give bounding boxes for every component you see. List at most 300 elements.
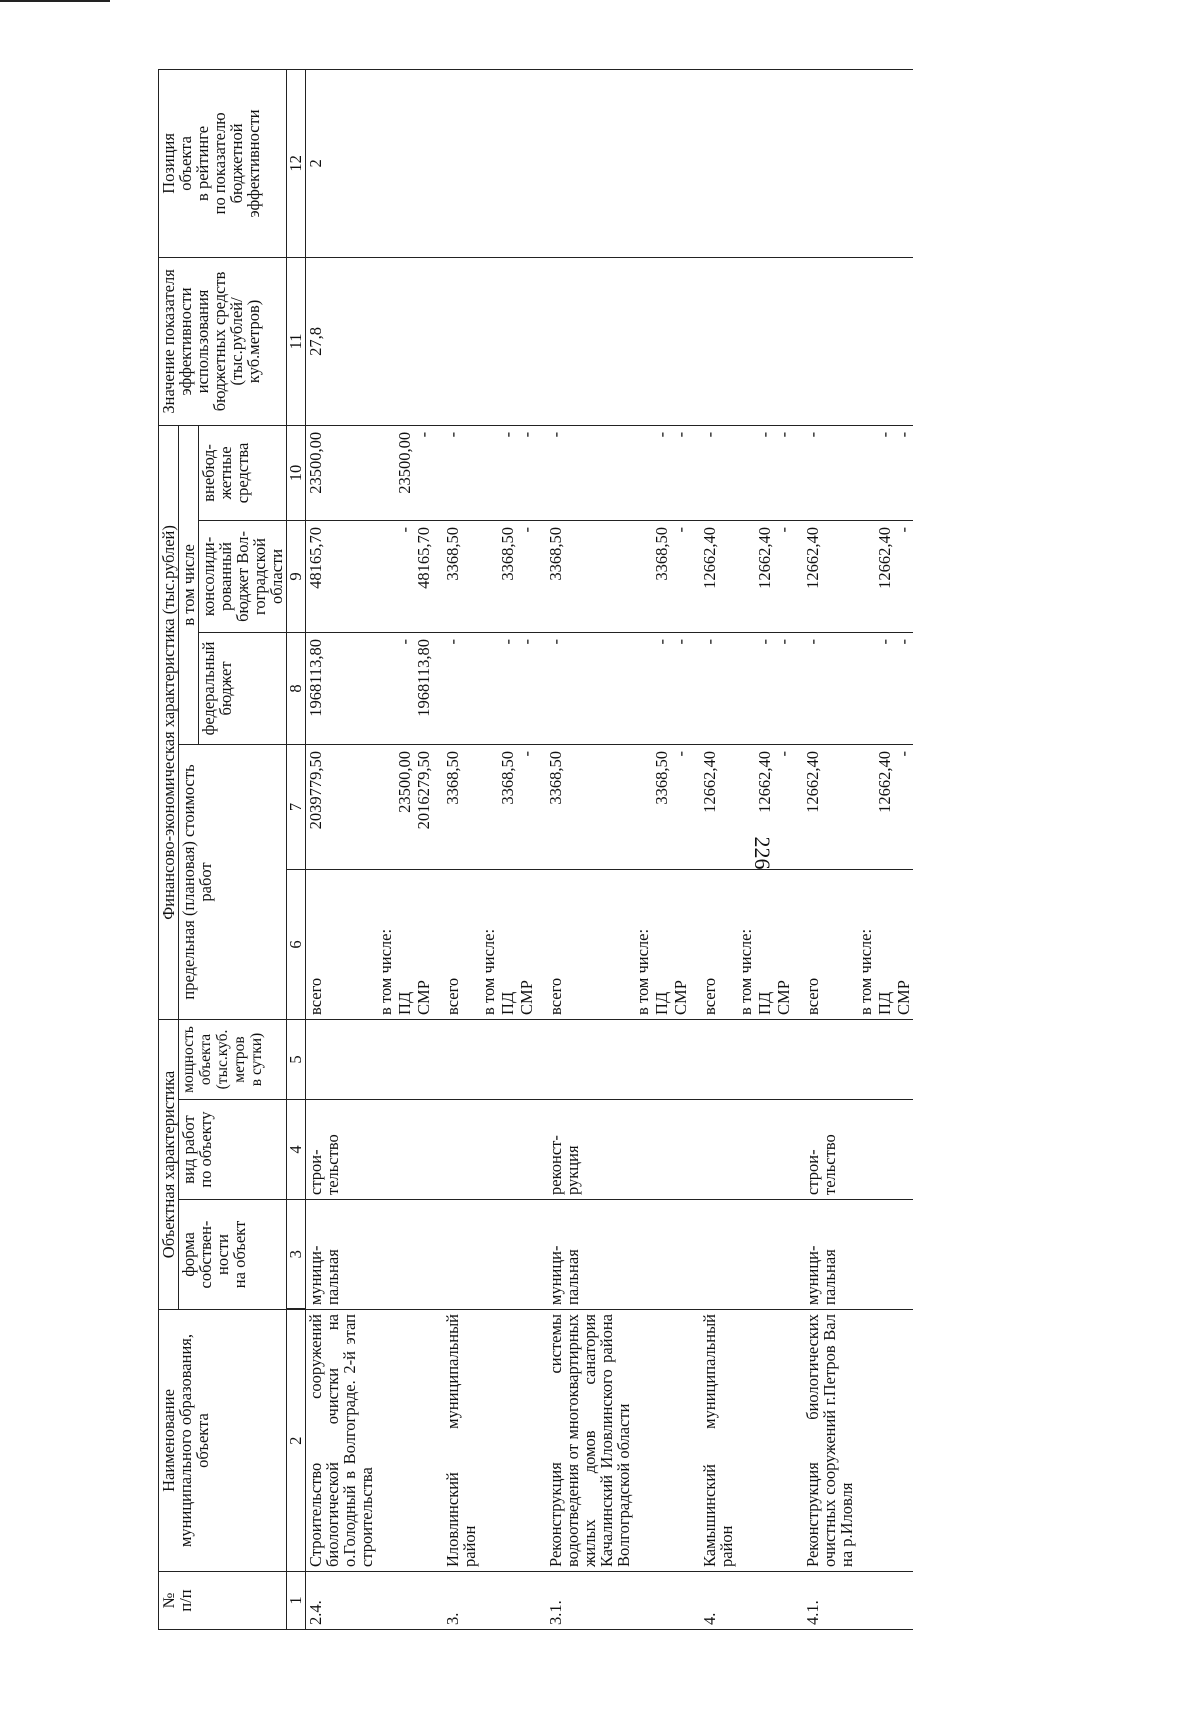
efficiency-value bbox=[546, 257, 633, 425]
object-name bbox=[414, 1310, 433, 1572]
extrabudgetary-value bbox=[376, 425, 395, 520]
planned-cost-value: - bbox=[894, 744, 913, 869]
capacity-value bbox=[671, 1019, 690, 1099]
cost-type-label: всего bbox=[700, 869, 736, 1019]
capacity-value bbox=[700, 1019, 736, 1099]
work-type bbox=[652, 1100, 671, 1200]
regional-budget-value: 3368,50 bbox=[498, 520, 517, 632]
efficiency-value bbox=[803, 257, 856, 425]
object-name bbox=[633, 1310, 652, 1572]
ownership-form bbox=[755, 1200, 774, 1310]
capacity-value bbox=[306, 1019, 377, 1099]
planned-cost-value: 3368,50 bbox=[546, 744, 633, 869]
regional-budget-value: 48165,70 bbox=[414, 520, 433, 632]
row-number bbox=[517, 1572, 536, 1630]
regional-budget-value: 12662,40 bbox=[755, 520, 774, 632]
planned-cost-value bbox=[736, 744, 755, 869]
top-rule bbox=[0, 0, 110, 2]
rating-position bbox=[376, 69, 395, 257]
federal-budget-value: - bbox=[652, 632, 671, 744]
col-number: 4 bbox=[287, 1100, 306, 1200]
capacity-value bbox=[395, 1019, 414, 1099]
col-number: 9 bbox=[287, 520, 306, 632]
planned-cost-value: 12662,40 bbox=[803, 744, 856, 869]
cost-type-label: СМР bbox=[414, 869, 433, 1019]
gap-cell bbox=[433, 869, 443, 1019]
col-number: 11 bbox=[287, 257, 306, 425]
federal-budget-value: - bbox=[875, 632, 894, 744]
work-type bbox=[395, 1100, 414, 1200]
object-name: Иловлинский муниципальный район bbox=[443, 1310, 479, 1572]
header-no: № п/п bbox=[159, 1572, 287, 1630]
regional-budget-value: 3368,50 bbox=[443, 520, 479, 632]
work-type bbox=[498, 1100, 517, 1200]
row-gap bbox=[433, 69, 443, 1629]
gap-cell bbox=[433, 1100, 443, 1200]
row-number bbox=[479, 1572, 498, 1630]
rating-position bbox=[700, 69, 736, 257]
work-type: реконст- рукция bbox=[546, 1100, 633, 1200]
gap-cell bbox=[690, 1200, 700, 1310]
col-number: 8 bbox=[287, 632, 306, 744]
gap-cell bbox=[536, 1019, 546, 1099]
ownership-form bbox=[414, 1200, 433, 1310]
planned-cost-value: 3368,50 bbox=[443, 744, 479, 869]
object-name: Реконструкция системы водоотведения от многоквартирных жилых домов санатория Качалинский Иловлинского района Волгоградской области bbox=[546, 1310, 633, 1572]
ownership-form: муници- пальная bbox=[546, 1200, 633, 1310]
object-name bbox=[376, 1310, 395, 1572]
gap-cell bbox=[690, 69, 700, 257]
regional-budget-value bbox=[736, 520, 755, 632]
row-number: 4.1. bbox=[803, 1572, 856, 1630]
gap-cell bbox=[690, 520, 700, 632]
gap-cell bbox=[536, 1572, 546, 1630]
row-number: 3. bbox=[443, 1572, 479, 1630]
col-number: 5 bbox=[287, 1019, 306, 1099]
ownership-form bbox=[856, 1200, 875, 1310]
capacity-value bbox=[736, 1019, 755, 1099]
ownership-form bbox=[633, 1200, 652, 1310]
ownership-form bbox=[395, 1200, 414, 1310]
planned-cost-value: 3368,50 bbox=[498, 744, 517, 869]
capacity-value bbox=[894, 1019, 913, 1099]
table-row bbox=[414, 69, 433, 1629]
row-gap bbox=[690, 69, 700, 1629]
row-number bbox=[875, 1572, 894, 1630]
federal-budget-value: - bbox=[803, 632, 856, 744]
gap-cell bbox=[433, 520, 443, 632]
object-name bbox=[498, 1310, 517, 1572]
rating-position bbox=[546, 69, 633, 257]
col-number: 1 bbox=[287, 1572, 306, 1630]
efficiency-value bbox=[479, 257, 498, 425]
gap-cell bbox=[536, 1200, 546, 1310]
table-row bbox=[546, 69, 633, 1629]
capacity-value bbox=[376, 1019, 395, 1099]
federal-budget-value bbox=[856, 632, 875, 744]
efficiency-value bbox=[755, 257, 774, 425]
table-row bbox=[517, 69, 536, 1629]
federal-budget-value: - bbox=[774, 632, 793, 744]
capacity-value bbox=[414, 1019, 433, 1099]
header-planned-cost: предельная (плановая) стоимость работ bbox=[179, 744, 287, 1019]
efficiency-value: 27,8 bbox=[306, 257, 377, 425]
ownership-form bbox=[498, 1200, 517, 1310]
efficiency-value bbox=[875, 257, 894, 425]
regional-budget-value: 48165,70 bbox=[306, 520, 377, 632]
header-work-type: вид работ по объекту bbox=[179, 1100, 287, 1200]
cost-type-label: в том числе: bbox=[376, 869, 395, 1019]
table-row bbox=[376, 69, 395, 1629]
table-row bbox=[395, 69, 414, 1629]
regional-budget-value: - bbox=[894, 520, 913, 632]
federal-budget-value: 1968113,80 bbox=[306, 632, 377, 744]
rating-position bbox=[395, 69, 414, 257]
gap-cell bbox=[433, 257, 443, 425]
gap-cell bbox=[536, 257, 546, 425]
table-row bbox=[736, 69, 755, 1629]
table-row bbox=[633, 69, 652, 1629]
planned-cost-value: - bbox=[774, 744, 793, 869]
ownership-form bbox=[479, 1200, 498, 1310]
gap-cell bbox=[690, 1100, 700, 1200]
rating-position bbox=[443, 69, 479, 257]
capacity-value bbox=[517, 1019, 536, 1099]
row-number bbox=[671, 1572, 690, 1630]
efficiency-value bbox=[774, 257, 793, 425]
header-capacity: мощность объекта (тыс.куб. метров в сутки) bbox=[179, 1019, 287, 1099]
table-row bbox=[856, 69, 875, 1629]
row-number: 3.1. bbox=[546, 1572, 633, 1630]
header-regional-budget: консолиди- рованный бюджет Вол- гоградской области bbox=[199, 520, 287, 632]
efficiency-value bbox=[498, 257, 517, 425]
work-type bbox=[755, 1100, 774, 1200]
work-type: строи- тельство bbox=[803, 1100, 856, 1200]
efficiency-value bbox=[671, 257, 690, 425]
regional-budget-value: 12662,40 bbox=[700, 520, 736, 632]
extrabudgetary-value bbox=[633, 425, 652, 520]
header-including: в том числе bbox=[179, 425, 199, 744]
regional-budget-value: - bbox=[395, 520, 414, 632]
rating-position bbox=[803, 69, 856, 257]
object-name bbox=[856, 1310, 875, 1572]
extrabudgetary-value: - bbox=[671, 425, 690, 520]
rating-position bbox=[894, 69, 913, 257]
work-type bbox=[443, 1100, 479, 1200]
federal-budget-value: 1968113,80 bbox=[414, 632, 433, 744]
efficiency-value bbox=[517, 257, 536, 425]
gap-cell bbox=[793, 1572, 803, 1630]
work-type bbox=[736, 1100, 755, 1200]
extrabudgetary-value: - bbox=[414, 425, 433, 520]
extrabudgetary-value: - bbox=[803, 425, 856, 520]
ownership-form: муници- пальная bbox=[306, 1200, 377, 1310]
table-row bbox=[774, 69, 793, 1629]
object-name bbox=[736, 1310, 755, 1572]
object-name bbox=[479, 1310, 498, 1572]
work-type bbox=[414, 1100, 433, 1200]
capacity-value bbox=[755, 1019, 774, 1099]
object-name bbox=[875, 1310, 894, 1572]
row-number bbox=[755, 1572, 774, 1630]
extrabudgetary-value: - bbox=[774, 425, 793, 520]
cost-type-label: всего bbox=[306, 869, 377, 1019]
capacity-value bbox=[652, 1019, 671, 1099]
ownership-form bbox=[443, 1200, 479, 1310]
work-type bbox=[517, 1100, 536, 1200]
capacity-value bbox=[546, 1019, 633, 1099]
row-number bbox=[395, 1572, 414, 1630]
gap-cell bbox=[536, 520, 546, 632]
work-type bbox=[376, 1100, 395, 1200]
federal-budget-value: - bbox=[671, 632, 690, 744]
object-name bbox=[774, 1310, 793, 1572]
ownership-form bbox=[700, 1200, 736, 1310]
object-name bbox=[671, 1310, 690, 1572]
cost-type-label: ПД bbox=[755, 869, 774, 1019]
extrabudgetary-value bbox=[736, 425, 755, 520]
table-row bbox=[479, 69, 498, 1629]
row-number bbox=[376, 1572, 395, 1630]
gap-cell bbox=[690, 744, 700, 869]
rating-position bbox=[774, 69, 793, 257]
rating-position bbox=[414, 69, 433, 257]
ownership-form bbox=[652, 1200, 671, 1310]
header-efficiency: Значение показателя эффективности использования бюджетных средств (тыс.рублей/ куб.метров) bbox=[159, 257, 287, 425]
col-number: 10 bbox=[287, 425, 306, 520]
gap-cell bbox=[690, 425, 700, 520]
regional-budget-value bbox=[633, 520, 652, 632]
gap-cell bbox=[536, 69, 546, 257]
efficiency-value bbox=[633, 257, 652, 425]
efficiency-value bbox=[395, 257, 414, 425]
capacity-value bbox=[856, 1019, 875, 1099]
rating-position bbox=[856, 69, 875, 257]
cost-type-label: всего bbox=[803, 869, 856, 1019]
planned-cost-value bbox=[856, 744, 875, 869]
cost-type-label: в том числе: bbox=[736, 869, 755, 1019]
gap-cell bbox=[433, 425, 443, 520]
regional-budget-value: 3368,50 bbox=[546, 520, 633, 632]
regional-budget-value: - bbox=[774, 520, 793, 632]
federal-budget-value bbox=[376, 632, 395, 744]
object-name bbox=[755, 1310, 774, 1572]
gap-cell bbox=[433, 1572, 443, 1630]
row-number bbox=[633, 1572, 652, 1630]
table-row bbox=[443, 69, 479, 1629]
gap-cell bbox=[793, 520, 803, 632]
object-name: Строительство сооружений биологической очистки на о.Голодный в Волгограде. 2-й этап строительства bbox=[306, 1310, 377, 1572]
col-number: 3 bbox=[287, 1200, 306, 1310]
extrabudgetary-value bbox=[479, 425, 498, 520]
extrabudgetary-value: - bbox=[498, 425, 517, 520]
cost-type-label: СМР bbox=[671, 869, 690, 1019]
federal-budget-value bbox=[479, 632, 498, 744]
gap-cell bbox=[793, 632, 803, 744]
extrabudgetary-value: 23500,00 bbox=[395, 425, 414, 520]
gap-cell bbox=[536, 869, 546, 1019]
gap-cell bbox=[433, 1019, 443, 1099]
ownership-form: муници- пальная bbox=[803, 1200, 856, 1310]
planned-cost-value: - bbox=[671, 744, 690, 869]
gap-cell bbox=[433, 744, 443, 869]
investment-table bbox=[158, 69, 913, 1630]
row-number: 2.4. bbox=[306, 1572, 377, 1630]
header-object-characteristics: Объектная характеристика bbox=[159, 1019, 179, 1309]
object-name bbox=[652, 1310, 671, 1572]
table-row bbox=[306, 69, 377, 1629]
planned-cost-value: 12662,40 bbox=[875, 744, 894, 869]
rating-position bbox=[652, 69, 671, 257]
regional-budget-value bbox=[376, 520, 395, 632]
work-type bbox=[894, 1100, 913, 1200]
efficiency-value bbox=[700, 257, 736, 425]
rotated-table-wrapper bbox=[158, 70, 1200, 1630]
rating-position bbox=[736, 69, 755, 257]
ownership-form bbox=[517, 1200, 536, 1310]
table-row bbox=[652, 69, 671, 1629]
object-name: Реконструкция биологических очистных сооружений г.Петров Вал на р.Иловля bbox=[803, 1310, 856, 1572]
gap-cell bbox=[536, 632, 546, 744]
rating-position bbox=[671, 69, 690, 257]
gap-cell bbox=[690, 869, 700, 1019]
gap-cell bbox=[793, 1200, 803, 1310]
work-type bbox=[856, 1100, 875, 1200]
capacity-value bbox=[443, 1019, 479, 1099]
rating-position bbox=[755, 69, 774, 257]
extrabudgetary-value bbox=[856, 425, 875, 520]
cost-type-label: всего bbox=[546, 869, 633, 1019]
planned-cost-value bbox=[479, 744, 498, 869]
header-financial-characteristics: Финансово-экономическая характеристика (тыс.рублей) bbox=[159, 425, 179, 1019]
work-type bbox=[671, 1100, 690, 1200]
gap-cell bbox=[433, 1310, 443, 1572]
cost-type-label: ПД bbox=[498, 869, 517, 1019]
gap-cell bbox=[433, 69, 443, 257]
planned-cost-value bbox=[633, 744, 652, 869]
gap-cell bbox=[536, 1310, 546, 1572]
row-number: 4. bbox=[700, 1572, 736, 1630]
table-row bbox=[498, 69, 517, 1629]
work-type: строи- тельство bbox=[306, 1100, 377, 1200]
row-gap bbox=[793, 69, 803, 1629]
planned-cost-value bbox=[376, 744, 395, 869]
table-row bbox=[700, 69, 736, 1629]
work-type bbox=[633, 1100, 652, 1200]
row-number bbox=[652, 1572, 671, 1630]
gap-cell bbox=[433, 632, 443, 744]
cost-type-label: в том числе: bbox=[856, 869, 875, 1019]
gap-cell bbox=[536, 744, 546, 869]
work-type bbox=[479, 1100, 498, 1200]
federal-budget-value bbox=[633, 632, 652, 744]
extrabudgetary-value: - bbox=[652, 425, 671, 520]
efficiency-value bbox=[652, 257, 671, 425]
capacity-value bbox=[803, 1019, 856, 1099]
gap-cell bbox=[793, 744, 803, 869]
regional-budget-value: - bbox=[517, 520, 536, 632]
efficiency-value bbox=[856, 257, 875, 425]
planned-cost-value: 2016279,50 bbox=[414, 744, 433, 869]
ownership-form bbox=[774, 1200, 793, 1310]
ownership-form bbox=[894, 1200, 913, 1310]
row-number bbox=[498, 1572, 517, 1630]
federal-budget-value: - bbox=[517, 632, 536, 744]
gap-cell bbox=[793, 69, 803, 257]
federal-budget-value: - bbox=[498, 632, 517, 744]
work-type bbox=[700, 1100, 736, 1200]
gap-cell bbox=[793, 869, 803, 1019]
regional-budget-value: 12662,40 bbox=[803, 520, 856, 632]
efficiency-value bbox=[736, 257, 755, 425]
planned-cost-value: 12662,40 bbox=[700, 744, 736, 869]
col-number: 2 bbox=[287, 1310, 306, 1572]
col-number: 6 bbox=[287, 869, 306, 1019]
planned-cost-value: 23500,00 bbox=[395, 744, 414, 869]
cost-type-label: в том числе: bbox=[633, 869, 652, 1019]
work-type bbox=[875, 1100, 894, 1200]
regional-budget-value: 12662,40 bbox=[875, 520, 894, 632]
efficiency-value bbox=[894, 257, 913, 425]
object-name bbox=[894, 1310, 913, 1572]
header-federal-budget: федеральный бюджет bbox=[199, 632, 287, 744]
planned-cost-value: 3368,50 bbox=[652, 744, 671, 869]
capacity-value bbox=[774, 1019, 793, 1099]
efficiency-value bbox=[376, 257, 395, 425]
gap-cell bbox=[690, 257, 700, 425]
extrabudgetary-value: - bbox=[443, 425, 479, 520]
object-name bbox=[395, 1310, 414, 1572]
table-row bbox=[875, 69, 894, 1629]
planned-cost-value: - bbox=[517, 744, 536, 869]
header-ownership: форма собствен- ности на объект bbox=[179, 1200, 287, 1310]
planned-cost-value: 12662,40 bbox=[755, 744, 774, 869]
gap-cell bbox=[793, 1019, 803, 1099]
extrabudgetary-value: - bbox=[894, 425, 913, 520]
cost-type-label: СМР bbox=[774, 869, 793, 1019]
table-row bbox=[894, 69, 913, 1629]
object-name: Камышинский муниципальный район bbox=[700, 1310, 736, 1572]
column-number-row bbox=[287, 69, 306, 1629]
rating-position bbox=[498, 69, 517, 257]
gap-cell bbox=[433, 1200, 443, 1310]
regional-budget-value: - bbox=[671, 520, 690, 632]
header-rating: Позиция объекта в рейтинге по показателю бюджетной эффективности bbox=[159, 69, 287, 257]
cost-type-label: ПД bbox=[652, 869, 671, 1019]
gap-cell bbox=[793, 257, 803, 425]
cost-type-label: ПД bbox=[395, 869, 414, 1019]
header-extrabudgetary: внебюд- жетные средства bbox=[199, 425, 287, 520]
gap-cell bbox=[536, 425, 546, 520]
federal-budget-value: - bbox=[700, 632, 736, 744]
gap-cell bbox=[690, 1019, 700, 1099]
table-row bbox=[671, 69, 690, 1629]
cost-type-label: СМР bbox=[894, 869, 913, 1019]
table-row bbox=[803, 69, 856, 1629]
object-name bbox=[517, 1310, 536, 1572]
cost-type-label: в том числе: bbox=[479, 869, 498, 1019]
rating-position bbox=[517, 69, 536, 257]
row-number bbox=[736, 1572, 755, 1630]
efficiency-value bbox=[443, 257, 479, 425]
federal-budget-value: - bbox=[755, 632, 774, 744]
gap-cell bbox=[690, 1310, 700, 1572]
row-number bbox=[894, 1572, 913, 1630]
gap-cell bbox=[690, 1572, 700, 1630]
federal-budget-value: - bbox=[546, 632, 633, 744]
federal-budget-value: - bbox=[443, 632, 479, 744]
extrabudgetary-value: - bbox=[755, 425, 774, 520]
